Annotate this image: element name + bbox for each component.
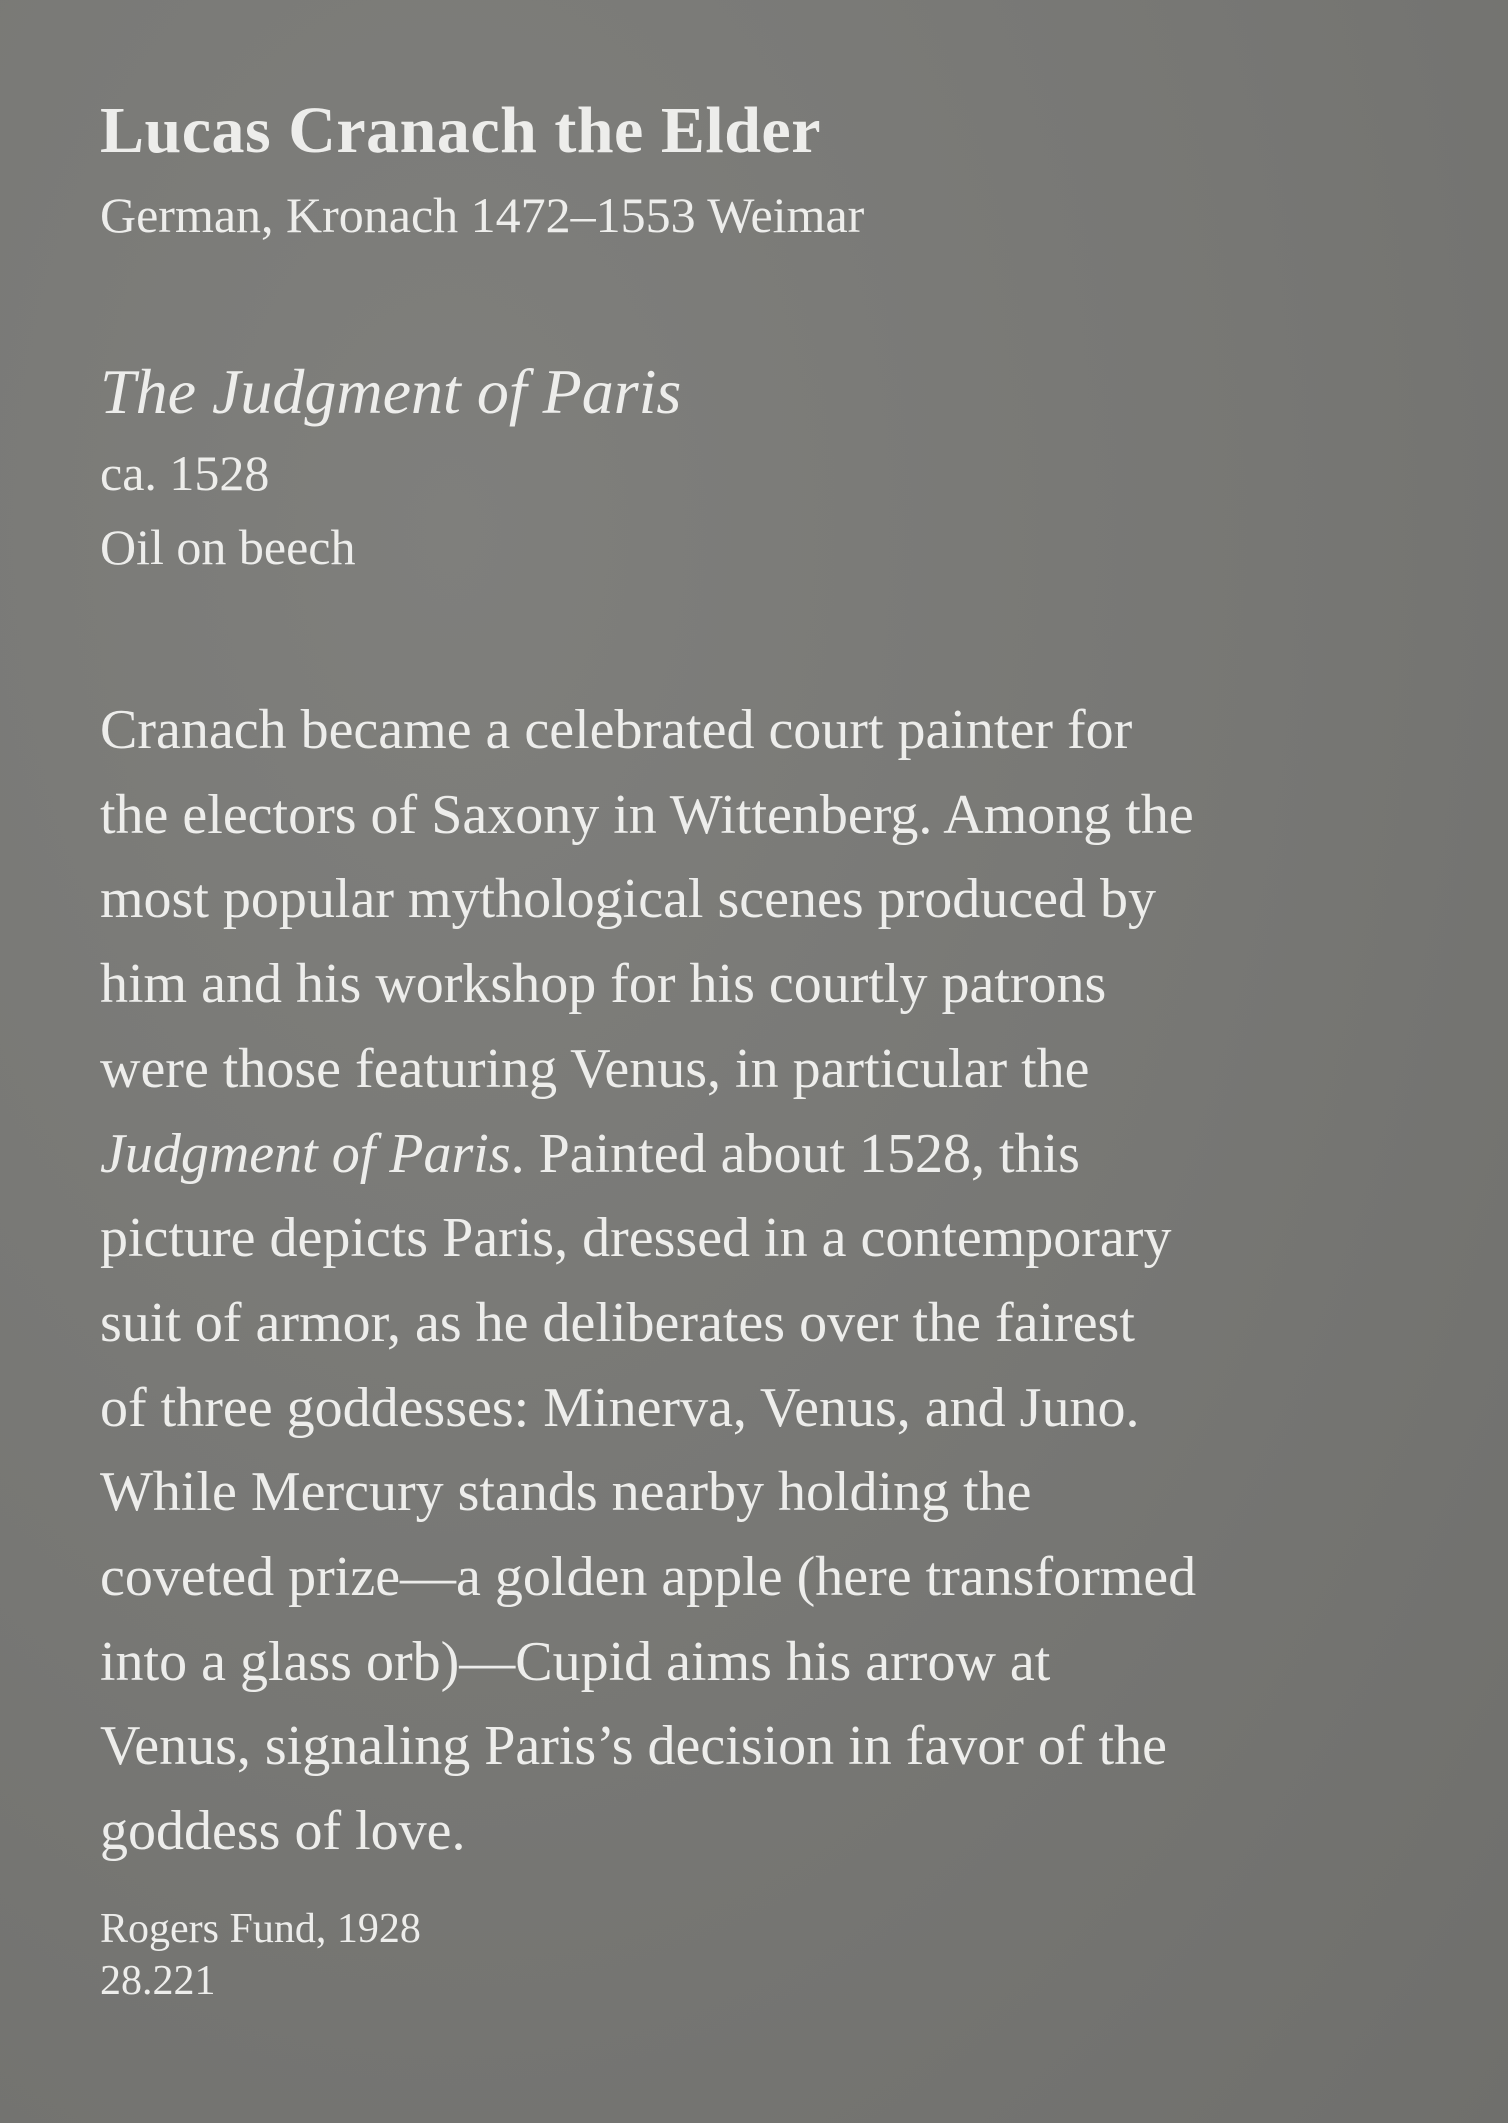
artwork-title: The Judgment of Paris xyxy=(100,356,682,427)
description-line: were those featuring Venus, in particular the xyxy=(100,1037,1090,1100)
description-line: Venus, signaling Paris’s decision in favor of the xyxy=(100,1715,1167,1778)
artwork-medium: Oil on beech xyxy=(100,519,356,575)
description-line: coveted prize—a golden apple (here transformed xyxy=(100,1546,1197,1609)
description-line: into a glass orb)—Cupid aims his arrow at xyxy=(100,1630,1051,1693)
description-line: the electors of Saxony in Wittenberg. Among the xyxy=(100,783,1194,846)
credit-line: Rogers Fund, 1928 xyxy=(100,1906,421,1952)
description-line: picture depicts Paris, dressed in a contemporary xyxy=(100,1207,1172,1270)
description-line: most popular mythological scenes produced by xyxy=(100,868,1156,931)
description-line: him and his workshop for his courtly patrons xyxy=(100,953,1107,1016)
accession-number: 28.221 xyxy=(100,1958,216,2004)
artist-name: Lucas Cranach the Elder xyxy=(100,94,821,167)
artist-bio: German, Kronach 1472–1553 Weimar xyxy=(100,187,865,243)
description-line: goddess of love. xyxy=(100,1800,466,1863)
description-line: Cranach became a celebrated court painter for xyxy=(100,699,1133,761)
description-line: suit of armor, as he deliberates over the fairest xyxy=(100,1291,1135,1354)
description-line: While Mercury stands nearby holding the xyxy=(100,1461,1032,1524)
description-line-rest: . Painted about 1528, this xyxy=(510,1122,1080,1185)
description-italic-title: Judgment of Paris xyxy=(100,1122,511,1185)
artwork-description xyxy=(100,688,1420,1874)
artwork-date: ca. 1528 xyxy=(100,445,270,501)
description-line xyxy=(100,1112,1420,1197)
description-line: of three goddesses: Minerva, Venus, and Juno. xyxy=(100,1376,1140,1439)
